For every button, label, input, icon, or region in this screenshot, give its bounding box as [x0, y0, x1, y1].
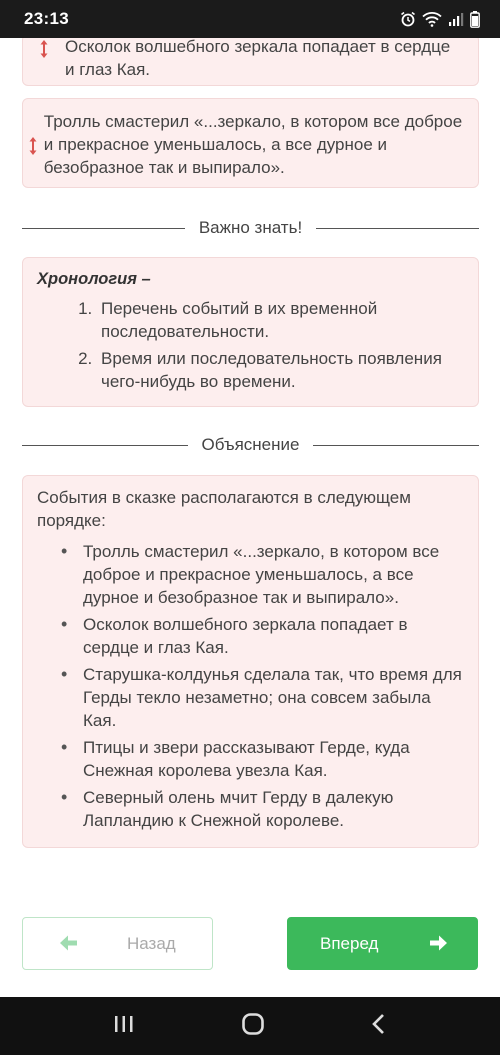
- arrow-left-icon: [59, 932, 79, 959]
- important-divider: [22, 218, 479, 238]
- divider-line: [313, 445, 479, 446]
- explanation-label: Объяснение: [201, 435, 300, 454]
- status-icons: [400, 11, 480, 28]
- sort-item[interactable]: [22, 98, 479, 188]
- explanation-item: • Северный олень мчит Герду в далекую Лапландию к Снежной королеве.: [57, 786, 464, 832]
- back-button-label: Назад: [127, 934, 176, 953]
- term-title: Хронология –: [37, 270, 151, 288]
- wifi-icon: [422, 11, 442, 27]
- divider-line: [22, 445, 188, 446]
- next-button-label: Вперед: [320, 934, 379, 953]
- arrow-right-icon: [428, 932, 448, 959]
- next-button[interactable]: [287, 917, 478, 970]
- explanation-item: • Птицы и звери рассказывают Герде, куда Снежная королева увезла Кая.: [57, 736, 464, 782]
- divider-line: [22, 228, 185, 229]
- signal-icon: [448, 11, 464, 27]
- back-button[interactable]: [22, 917, 213, 970]
- explanation-divider: [22, 435, 479, 455]
- explanation-item: • Старушка-колдунья сделала так, что время для Герды текло незаметно; она совсем забыла Кая.: [57, 663, 464, 732]
- definitions-list: [37, 297, 464, 393]
- important-label: Важно знать!: [198, 218, 303, 237]
- sort-item-text: Осколок волшебного зеркала попадает в сердце и глаз Кая.: [65, 38, 451, 79]
- explanation-card: [22, 475, 479, 848]
- up-down-arrow-icon[interactable]: [23, 38, 65, 59]
- explanation-item: • Осколок волшебного зеркала попадает в сердце и глаз Кая.: [57, 613, 464, 659]
- important-card: [22, 257, 479, 407]
- status-bar: [0, 0, 500, 38]
- battery-icon: [470, 11, 480, 28]
- explanation-item: • Тролль смастерил «...зеркало, в котором все доброе и прекрасное уменьшалось, а все дурное и безобразное так и выпирало».: [57, 540, 464, 609]
- divider-line: [316, 228, 479, 229]
- explanation-intro: События в сказке располагаются в следующем порядке:: [37, 488, 411, 530]
- explanation-list: [37, 540, 464, 832]
- up-down-arrow-icon[interactable]: [23, 110, 44, 156]
- definition-item: 1. Перечень событий в их временной последовательности.: [97, 297, 464, 343]
- home-icon[interactable]: [241, 1012, 265, 1041]
- back-nav-icon[interactable]: [371, 1013, 387, 1040]
- definition-item: 2. Время или последовательность появления чего-нибудь во времени.: [97, 347, 464, 393]
- recent-apps-icon[interactable]: [113, 1014, 135, 1039]
- alarm-icon: [400, 11, 416, 27]
- sort-item[interactable]: [22, 38, 479, 86]
- system-nav-bar: [0, 997, 500, 1055]
- sort-item-text: Тролль смастерил «...зеркало, в котором все доброе и прекрасное уменьшалось, а все дурное и безобразное так и выпирало».: [43, 112, 463, 177]
- scroll-content[interactable]: [0, 38, 500, 918]
- status-time: 23:13: [24, 9, 69, 28]
